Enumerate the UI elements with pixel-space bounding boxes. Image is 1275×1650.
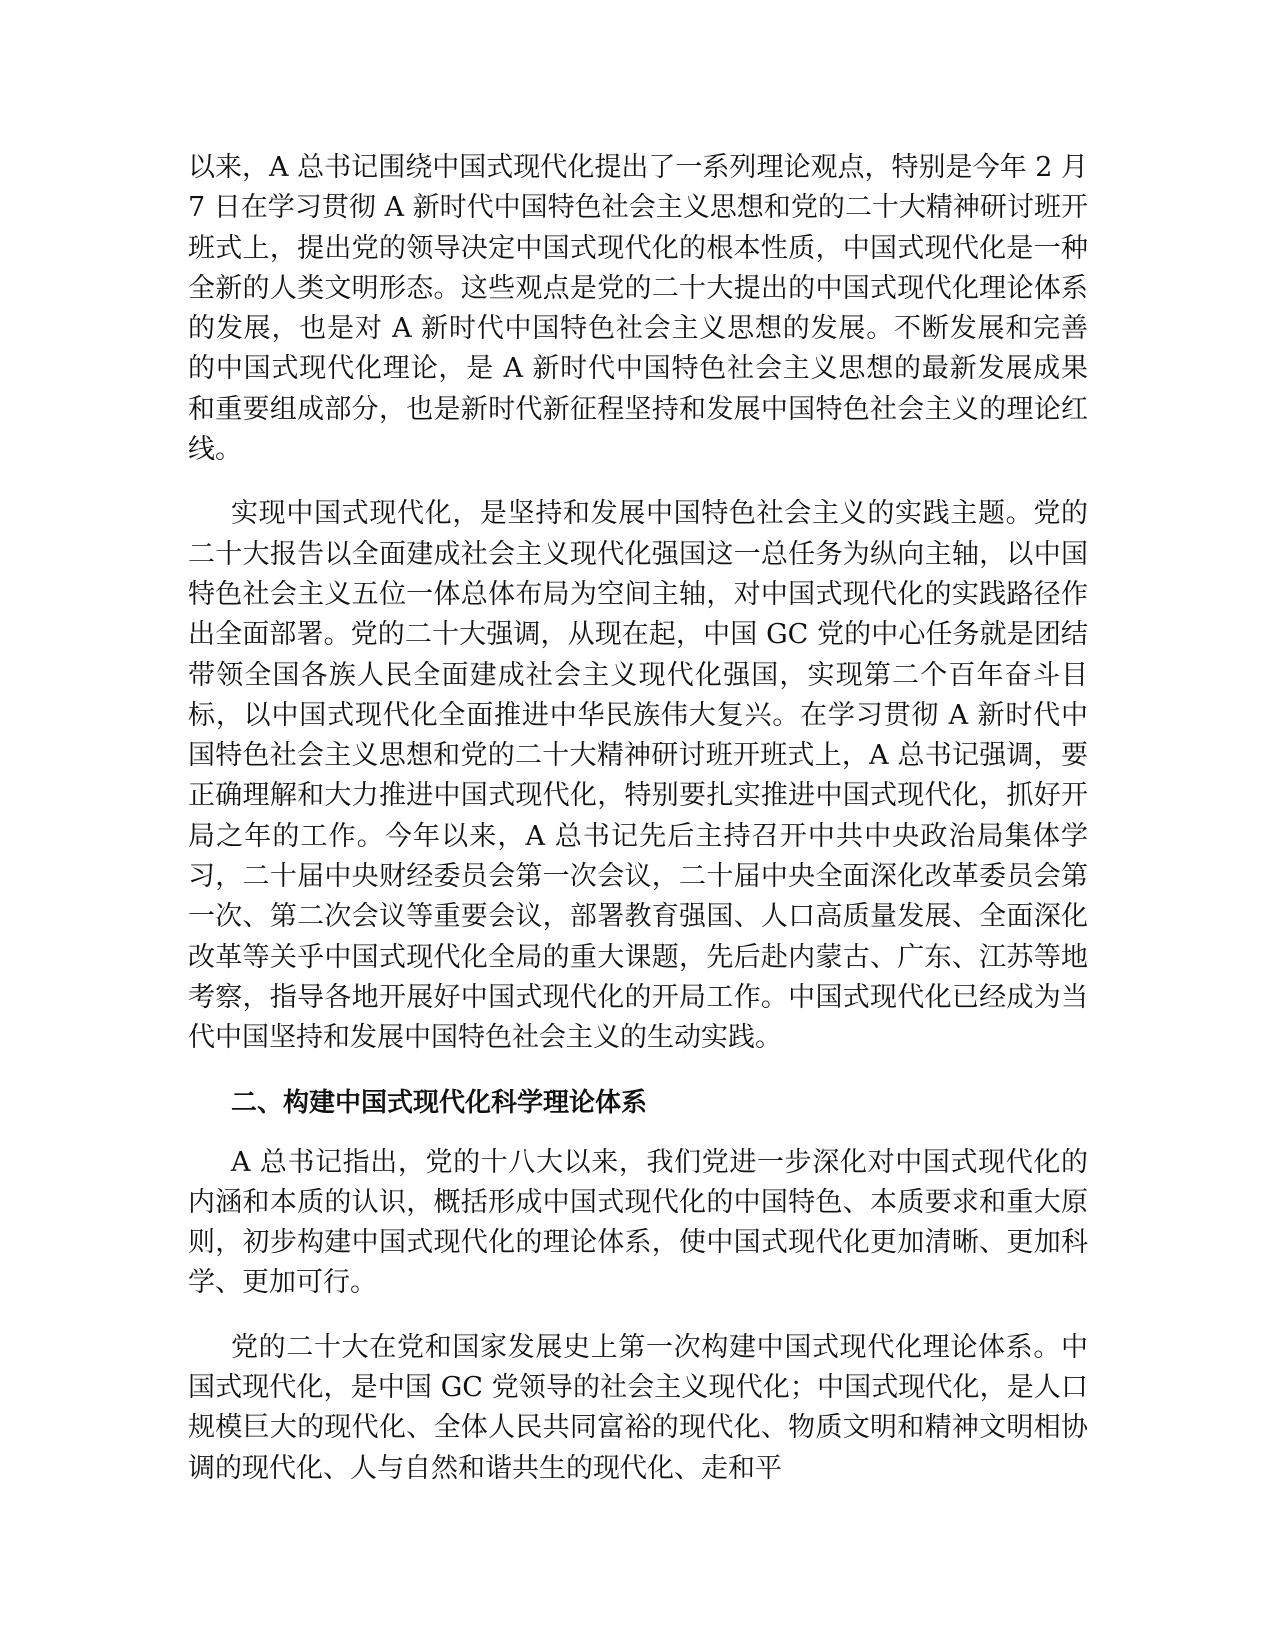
document-body bbox=[188, 148, 1088, 1513]
section-heading: 二、构建中国式现代化科学理论体系 bbox=[231, 1087, 648, 1118]
paragraph-4: 党的二十大在党和国家发展史上第一次构建中国式现代化理论体系。中国式现代化，是中国 GC 党领导的社会主义现代化；中国式现代化，是人口规模巨大的现代化、全体人民共同富裕的现代化、物质文明和精神文明相协调的现代化、人与自然和谐共生的现代化、走和平 bbox=[188, 1331, 1088, 1484]
paragraph-2: 实现中国式现代化，是坚持和发展中国特色社会主义的实践主题。党的二十大报告以全面建成社会主义现代化强国这一总任务为纵向主轴，以中国特色社会主义五位一体总体布局为空间主轴，对中国式现代化的实践路径作出全面部署。党的二十大强调，从现在起，中国 GC 党的中心任务就是团结带领全国各族人民全面建成社会主义现代化强国，实现第二个百年奋斗目标，以中国式现代化全面推进中华民族伟大复兴。在学习贯彻 A 新时代中国特色社会主义思想和党的二十大精神研讨班开班式上，A 总书记强调，要正确理解和大力推进中国式现代化，特别要扎实推进中国式现代化，抓好开局之年的工作。今年以来，A 总书记先后主持召开中共中央政治局集体学习，二十届中央财经委员会第一次会议，二十届中央全面深化改革委员会第一次、第二次会议等重要会议，部署教育强国、人口高质量发展、全面深化改革等关乎中国式现代化全局的重大课题，先后赴内蒙古、广东、江苏等地考察，指导各地开展好中国式现代化的开局工作。中国式现代化已经成为当代中国坚持和发展中国特色社会主义的生动实践。 bbox=[188, 498, 1088, 1054]
paragraph-1: 以来，A 总书记围绕中国式现代化提出了一系列理论观点，特别是今年 2 月 7 日在学习贯彻 A 新时代中国特色社会主义思想和党的二十大精神研讨班开班式上，提出党的领导决定中国式现代化的根本性质，中国式现代化是一种全新的人类文明形态。这些观点是党的二十大提出的中国式现代化理论体系的发展，也是对 A 新时代中国特色社会主义思想的发展。不断发展和完善的中国式现代化理论，是 A 新时代中国特色社会主义思想的最新发展成果和重要组成部分，也是新时代新征程坚持和发展中国特色社会主义的理论红线。 bbox=[188, 152, 1088, 466]
paragraph-3: A 总书记指出，党的十八大以来，我们党进一步深化对中国式现代化的内涵和本质的认识，概括形成中国式现代化的中国特色、本质要求和重大原则，初步构建中国式现代化的理论体系，使中国式现代化更加清晰、更加科学、更加可行。 bbox=[188, 1146, 1088, 1299]
